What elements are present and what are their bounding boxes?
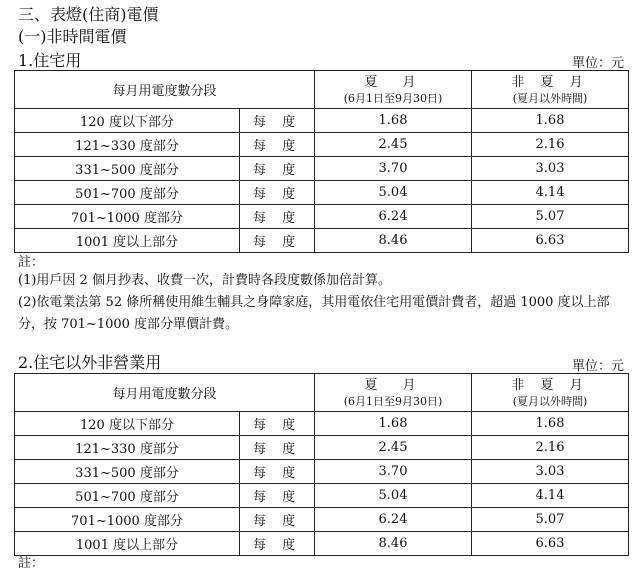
- cell-nonsummer: 5.07: [472, 205, 629, 229]
- cell-range: 1001 度以上部分: [15, 532, 240, 556]
- cell-summer: 2.45: [315, 133, 472, 157]
- cell-nonsummer: 2.16: [472, 133, 629, 157]
- cell-range: 120 度以下部分: [15, 412, 240, 436]
- header-nonsummer-label: 非 夏 月: [511, 75, 589, 90]
- cell-nonsummer: 3.03: [472, 157, 629, 181]
- cell-nonsummer: 5.07: [472, 508, 629, 532]
- cell-summer: 2.45: [315, 436, 472, 460]
- table-row: [15, 532, 629, 556]
- table-row: [15, 460, 629, 484]
- cell-range: 701~1000 度部分: [15, 205, 240, 229]
- header-nonsummer-sub: (夏月以外時間): [512, 92, 588, 105]
- cell-range: 701~1000 度部分: [15, 508, 240, 532]
- cell-summer: 5.04: [315, 484, 472, 508]
- table-row: [15, 508, 629, 532]
- header-range: 每月用電度數分段: [15, 71, 315, 109]
- cell-summer: 5.04: [315, 181, 472, 205]
- table-row: [15, 157, 629, 181]
- table-row: [15, 484, 629, 508]
- cell-range: 120 度以下部分: [15, 109, 240, 133]
- cell-unit: 每 度: [240, 229, 315, 253]
- notes-title-partial: 註：: [18, 556, 45, 571]
- cell-unit: 每 度: [240, 181, 315, 205]
- cell-range: 1001 度以上部分: [15, 229, 240, 253]
- header-nonsummer-sub: (夏月以外時間): [512, 395, 588, 408]
- cell-unit: 每 度: [240, 508, 315, 532]
- table-row: [15, 133, 629, 157]
- cell-nonsummer: 1.68: [472, 109, 629, 133]
- cell-nonsummer: 6.63: [472, 229, 629, 253]
- cell-nonsummer: 3.03: [472, 460, 629, 484]
- table2-unit: 單位：元: [571, 359, 624, 374]
- cell-summer: 6.24: [315, 205, 472, 229]
- header-summer-sub: (6月1日至9月30日): [343, 395, 443, 408]
- table-row: [15, 109, 629, 133]
- table2-title: 2.住宅以外非營業用: [18, 353, 162, 372]
- cell-unit: 每 度: [240, 484, 315, 508]
- cell-unit: 每 度: [240, 436, 315, 460]
- header-nonsummer: [472, 374, 629, 412]
- cell-summer: 6.24: [315, 508, 472, 532]
- cell-unit: 每 度: [240, 133, 315, 157]
- cell-nonsummer: 2.16: [472, 436, 629, 460]
- header-summer: [315, 71, 472, 109]
- cell-unit: 每 度: [240, 532, 315, 556]
- cell-nonsummer: 1.68: [472, 412, 629, 436]
- rate-table-non-residential: [14, 373, 629, 556]
- header-nonsummer-label: 非 夏 月: [511, 378, 589, 393]
- header-summer: [315, 374, 472, 412]
- header-range: 每月用電度數分段: [15, 374, 315, 412]
- cell-summer: 1.68: [315, 412, 472, 436]
- cell-summer: 1.68: [315, 109, 472, 133]
- cell-unit: 每 度: [240, 205, 315, 229]
- section-heading: 三、表燈(住商)電價: [18, 5, 159, 24]
- cell-nonsummer: 4.14: [472, 484, 629, 508]
- cell-summer: 8.46: [315, 229, 472, 253]
- cell-unit: 每 度: [240, 109, 315, 133]
- header-summer-label: 夏 月: [364, 75, 422, 90]
- cell-range: 501~700 度部分: [15, 181, 240, 205]
- cell-summer: 8.46: [315, 532, 472, 556]
- table1-title: 1.住宅用: [18, 51, 82, 70]
- table-header-row: [15, 374, 629, 412]
- cell-summer: 3.70: [315, 460, 472, 484]
- cell-unit: 每 度: [240, 157, 315, 181]
- cell-nonsummer: 4.14: [472, 181, 629, 205]
- header-summer-label: 夏 月: [364, 378, 422, 393]
- cell-nonsummer: 6.63: [472, 532, 629, 556]
- header-nonsummer: [472, 71, 629, 109]
- notes-title: 註：: [18, 255, 45, 270]
- cell-range: 121~330 度部分: [15, 436, 240, 460]
- subsection-heading: (一)非時間電價: [18, 27, 127, 46]
- cell-range: 331~500 度部分: [15, 157, 240, 181]
- cell-unit: 每 度: [240, 412, 315, 436]
- table-row: [15, 229, 629, 253]
- table-row: [15, 412, 629, 436]
- header-summer-sub: (6月1日至9月30日): [343, 92, 443, 105]
- cell-range: 121~330 度部分: [15, 133, 240, 157]
- note-item-2: (2)依電業法第 52 條所稱使用維生輔具之身障家庭，其用電依住宅用電價計費者，超過 1000 度以上部分，按 701~1000 度部分單價計費。: [18, 295, 610, 332]
- cell-range: 501~700 度部分: [15, 484, 240, 508]
- cell-range: 331~500 度部分: [15, 460, 240, 484]
- table-row: [15, 181, 629, 205]
- cell-unit: 每 度: [240, 460, 315, 484]
- note-item-1: (1)用戶因 2 個月抄表、收費一次，計費時各段度數係加倍計算。: [18, 273, 391, 288]
- table-header-row: [15, 71, 629, 109]
- rate-table-residential: [14, 70, 629, 253]
- table-row: [15, 436, 629, 460]
- cell-summer: 3.70: [315, 157, 472, 181]
- table-row: [15, 205, 629, 229]
- table1-unit: 單位：元: [571, 56, 624, 71]
